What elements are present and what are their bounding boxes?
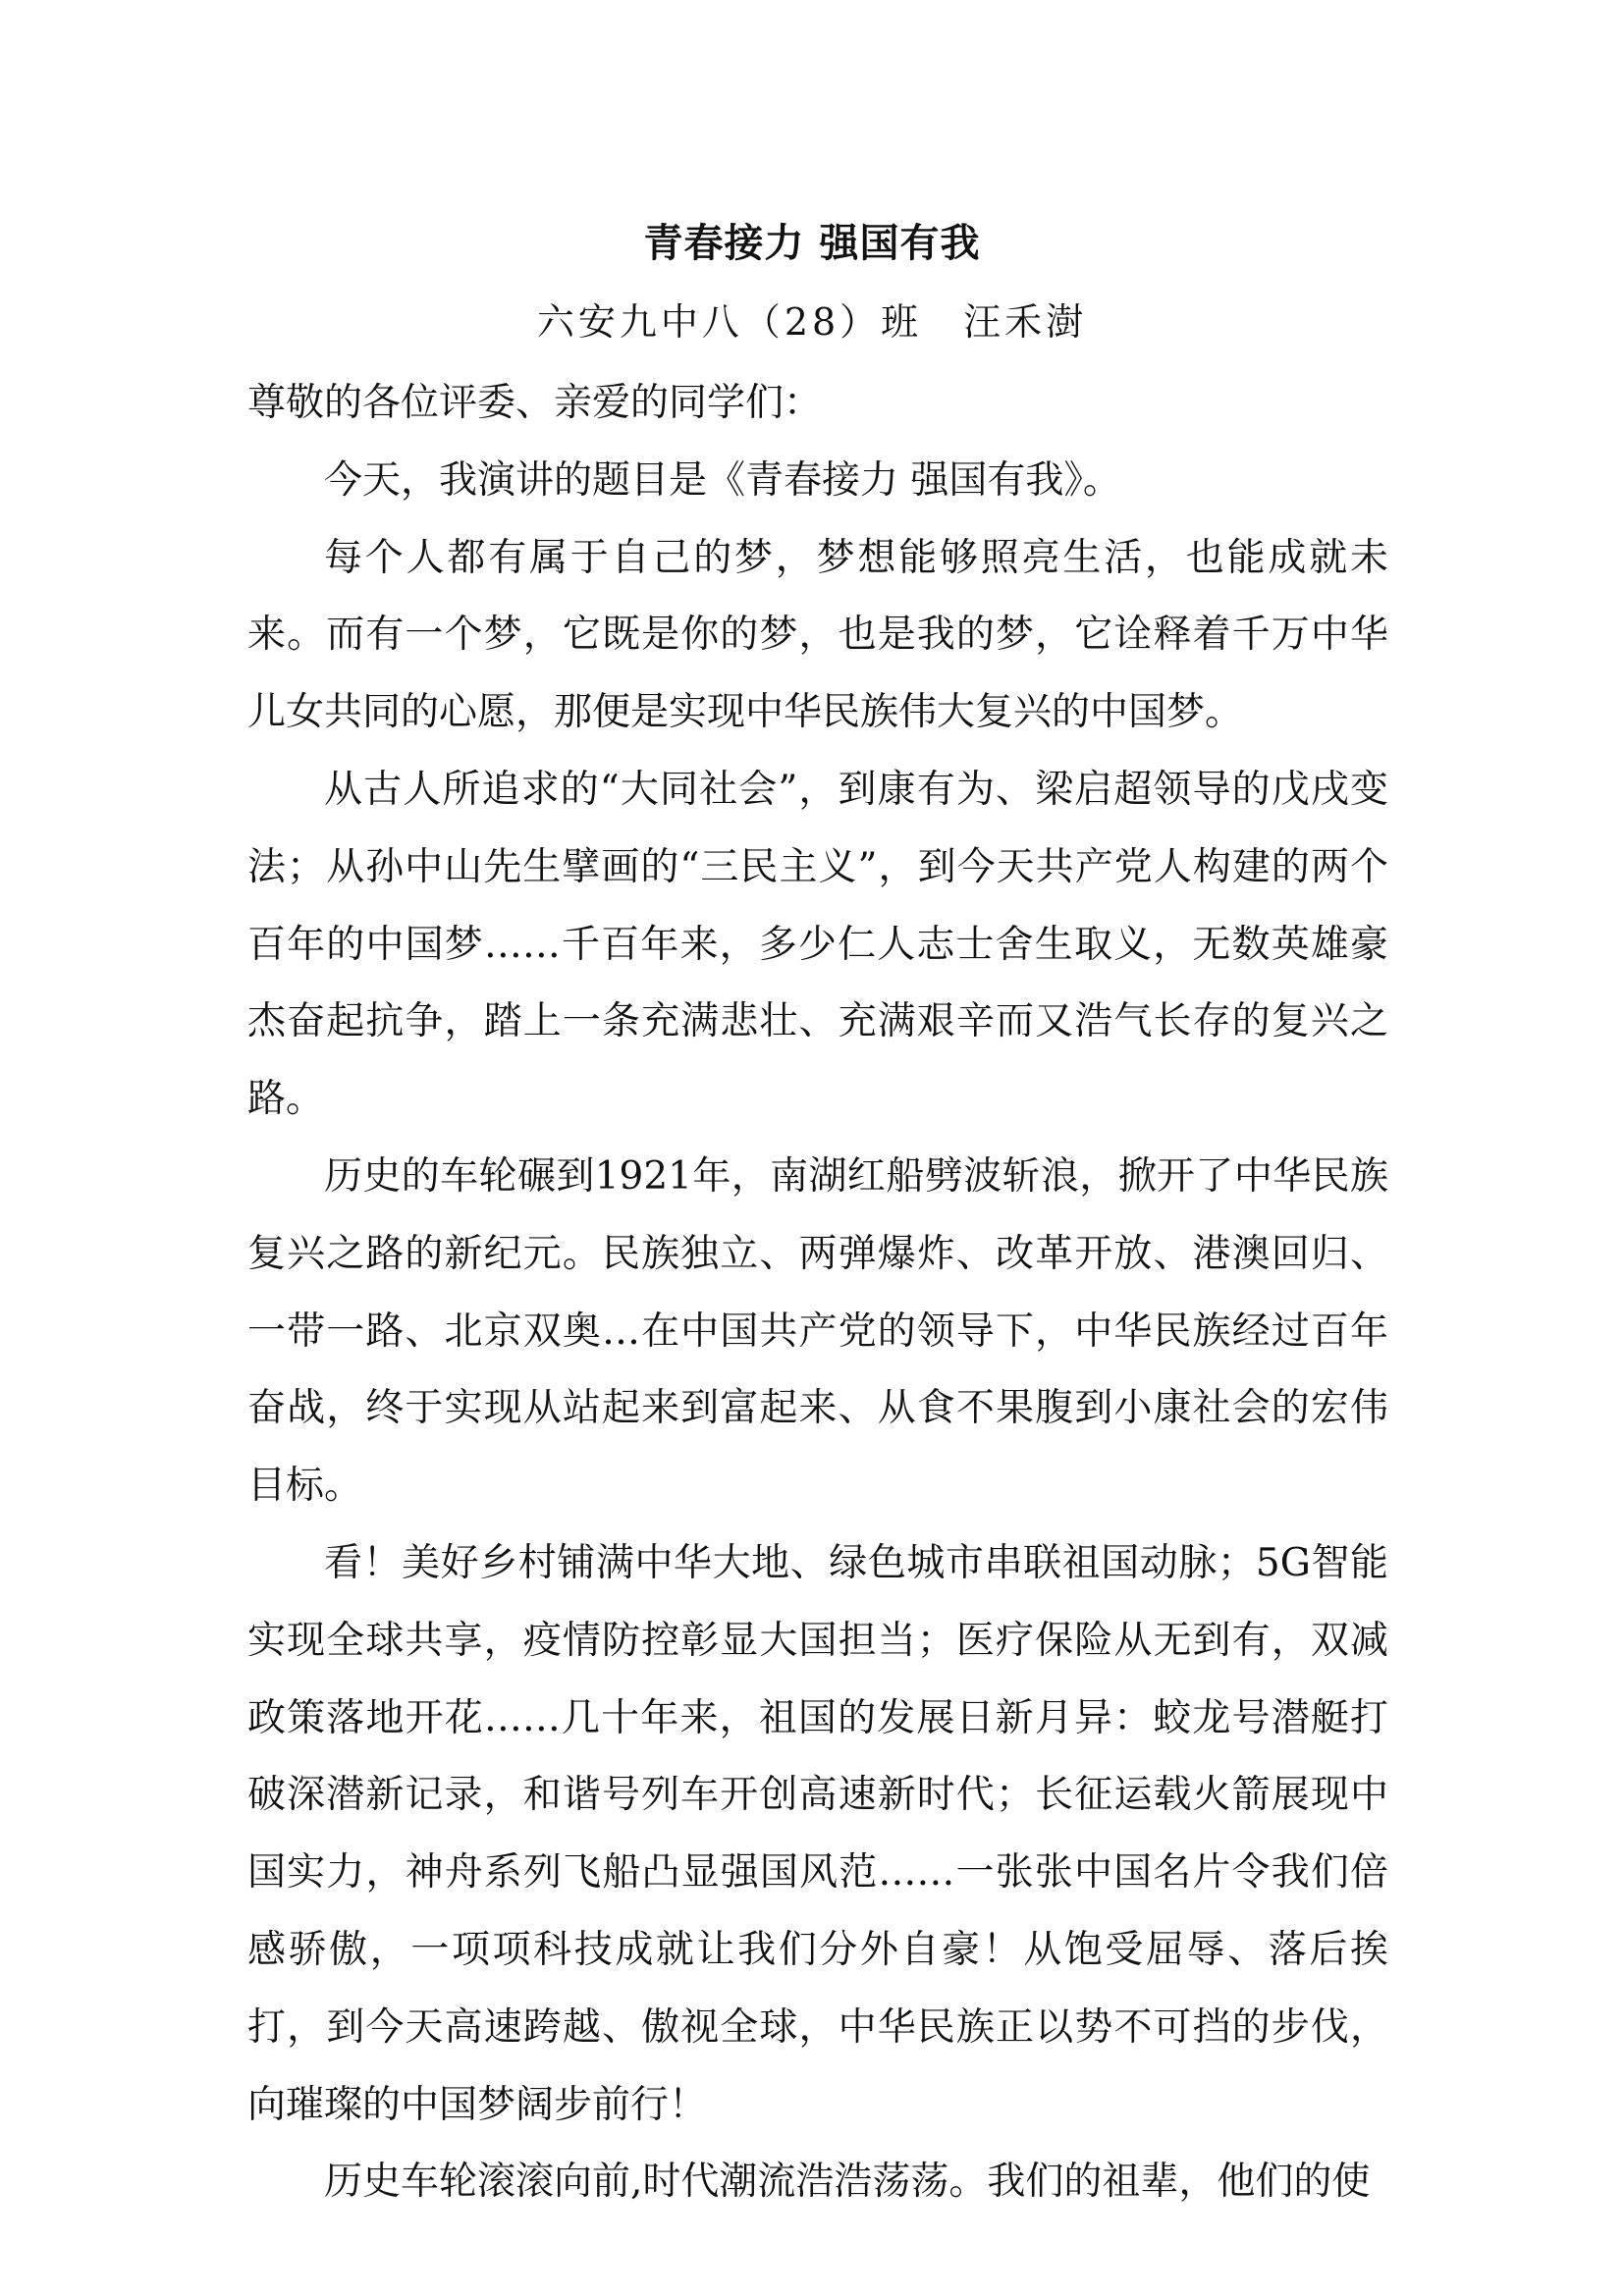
paragraph-dream: 每个人都有属于自己的梦，梦想能够照亮生活，也能成就未来。而有一个梦，它既是你的梦，也是我的梦，它诠释着千万中华儿女共同的心愿，那便是实现中华民族伟大复兴的中国梦。 <box>247 535 1388 735</box>
author-byline: 六安九中八（28）班 汪禾澍 <box>536 300 1088 344</box>
paragraph-achievements: 看！美好乡村铺满中华大地、绿色城市串联祖国动脉；5G智能实现全球共享，疫情防控彰显大国担当；医疗保险从无到有，双减政策落地开花……几十年来，祖国的发展日新月异：蛟龙号潜艇打破深潜新记录，和谐号列车开创高速新时代；长征运载火箭展现中国实力，神舟系列飞船凸显强国风范……一张张中国名片令我们倍感骄傲，一项项科技成就让我们分外自豪！从饱受屈辱、落后挨打，到今天高速跨越、傲视全球，中华民族正以势不可挡的步伐，向璀璨的中国梦阔步前行！ <box>247 1540 1388 2127</box>
speech-body <box>247 365 1388 2221</box>
paragraph-1921: 历史的车轮碾到1921年，南湖红船劈波斩浪，掀开了中华民族复兴之路的新纪元。民族独立、两弹爆炸、改革开放、港澳回归、一带一路、北京双奥…在中国共产党的领导下，中华民族经过百年奋战，终于实现从站起来到富起来、从食不果腹到小康社会的宏伟目标。 <box>247 1153 1388 1509</box>
salutation: 尊敬的各位评委、亲爱的同学们： <box>247 381 823 425</box>
paragraph-topic: 今天，我演讲的题目是《青春接力 强国有我》。 <box>324 457 1121 503</box>
paragraph-era: 历史车轮滚滚向前,时代潮流浩浩荡荡。我们的祖辈，他们的使 <box>324 2160 1371 2205</box>
paragraph-history: 从古人所追求的“大同社会”，到康有为、梁启超领导的戊戌变法；从孙中山先生擘画的“三民主义”，到今天共产党人构建的两个百年的中国梦……千百年来，多少仁人志士舍生取义，无数英雄豪杰奋起抗争，踏上一条充满悲壮、充满艰辛而又浩气长存的复兴之路。 <box>247 767 1388 1122</box>
speech-title: 青春接力 强国有我 <box>643 221 981 266</box>
